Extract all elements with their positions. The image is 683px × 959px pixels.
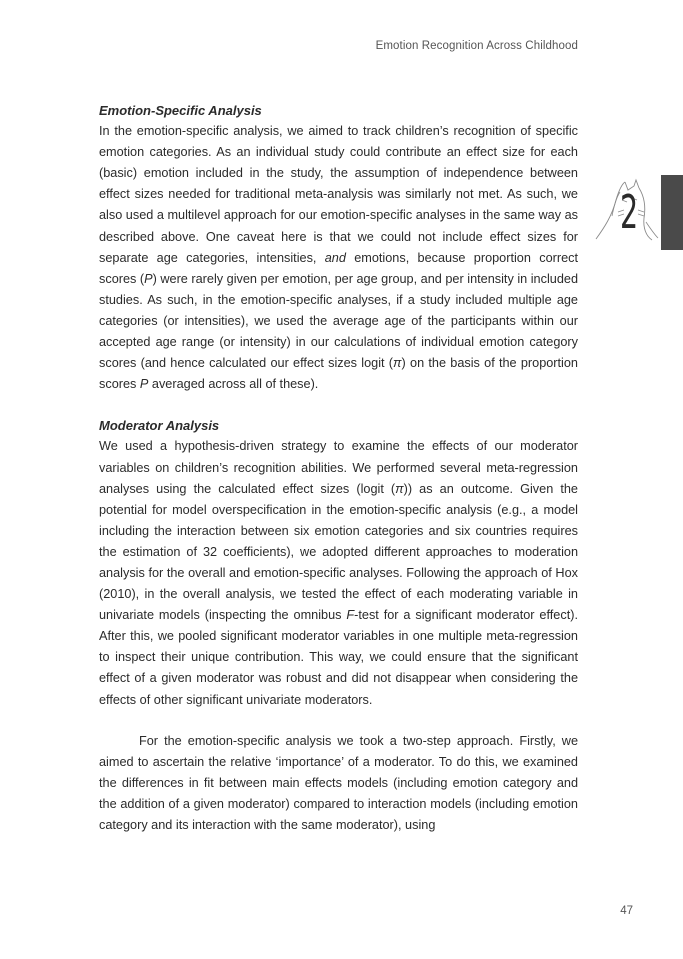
page-number: 47 [620,905,633,917]
section-gap [99,395,578,415]
chapter-number: 2 [620,185,639,239]
section-heading-emotion-specific: Emotion-Specific Analysis [99,103,262,118]
chapter-emblem [594,176,660,248]
chapter-tab [661,175,683,250]
paragraph-gap [99,711,578,731]
body-content [99,100,578,836]
paragraph-emotion-specific: In the emotion-specific analysis, we aimed to track children’s recognition of specific emotion categories. As an individual study could contribute an effect size for each (basic) emotion included in the study, the assumption of independence between effect sizes needed for traditional meta-analysis was similarly not met. As such, we also used a multilevel approach for our emotion-specific analyses in the same way as described above. One caveat here is that we could not include effect sizes for separate age categories, intensities, and emotions, because proportion correct scores (P) were rarely given per emotion, per age group, and per intensity in included studies. As such, in the emotion-specific analyses, if a study included multiple age categories (or intensities), we used the average age of the participants within our accepted age range (or intensity) in our calculations of individual emotion category scores (and hence calculated our effect sizes logit (π) on the basis of the proportion scores P averaged across all of these). [99,124,578,392]
paragraph-two-step: For the emotion-specific analysis we took a two-step approach. Firstly, we aimed to ascertain the relative ‘importance’ of a moderator. To do this, we examined the differences in fit between main effects models (including emotion category and the addition of a given moderator) compared to interaction models (including emotion category and its interaction with the same moderator), using [99,733,578,832]
section-heading-moderator: Moderator Analysis [99,418,220,434]
running-header: Emotion Recognition Across Childhood [375,40,578,52]
paragraph-moderator: We used a hypothesis-driven strategy to examine the effects of our moderator variables on children’s recognition abilities. We performed several meta-regression analyses using the calculated effect sizes (logit (π)) as an outcome. Given the potential for model overspecification in the emotion-specific analysis (e.g., a model including the interaction between six emotion categories and six countries requires the estimation of 32 coefficients), we adopted different approaches to moderation analysis for the overall and emotion-specific analyses. Following the approach of Hox (2010), in the overall analysis, we tested the effect of each moderating variable in univariate models (inspecting the omnibus F-test for a significant moderator effect). After this, we pooled significant moderator variables in one multiple meta-regression to inspect their unique contribution. This way, we could ensure that the significant effect of a given moderator was robust and did not disappear when considering the effects of other significant univariate moderators. [99,439,578,707]
